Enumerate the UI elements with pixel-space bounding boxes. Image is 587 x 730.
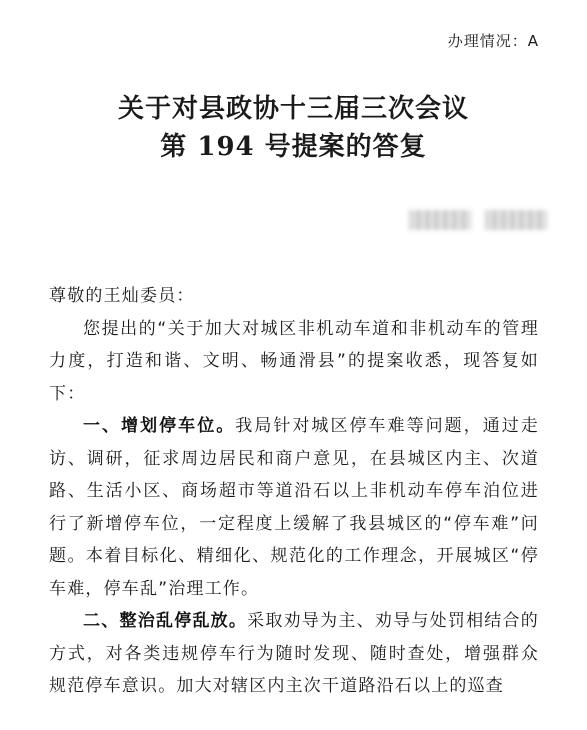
title-line-2: 第 194 号提案的答复 bbox=[160, 132, 427, 162]
document-body bbox=[49, 280, 539, 703]
document-title bbox=[0, 90, 587, 166]
redacted-block bbox=[409, 210, 471, 230]
section-paragraph bbox=[49, 605, 539, 703]
processing-status: 办理情况：A bbox=[447, 32, 539, 50]
redacted-document-number bbox=[409, 210, 547, 232]
section-heading: 二、整治乱停乱放。 bbox=[83, 611, 248, 631]
title-line-1: 关于对县政协十三届三次会议 bbox=[117, 94, 469, 124]
redacted-block bbox=[485, 210, 547, 230]
section-text: 采取劝导为主、劝导与处罚相结合的方式，对各类违规停车行为随时发现、随时查处，增强群众规范停车意识。加大对辖区内主次干道路沿石以上的巡查 bbox=[49, 611, 539, 696]
section-heading: 一、增划停车位。 bbox=[83, 416, 236, 436]
intro-paragraph: 您提出的“关于加大对城区非机动车道和非机动车的管理力度，打造和谐、文明、畅通滑县”的提案收悉，现答复如下： bbox=[49, 318, 539, 404]
salutation: 尊敬的王灿委员： bbox=[49, 286, 195, 306]
section-text: 我局针对城区停车难等问题，通过走访、调研，征求周边居民和商户意见，在县城区内主、次道路、生活小区、商场超市等道沿石以上非机动车停车泊位进行了新增停车位，一定程度上缓解了我县城区的“停车难”问题。本着目标化、精细化、规范化的工作理念，开展城区“停车难，停车乱”治理工作。 bbox=[49, 416, 539, 599]
section-paragraph bbox=[49, 410, 539, 605]
